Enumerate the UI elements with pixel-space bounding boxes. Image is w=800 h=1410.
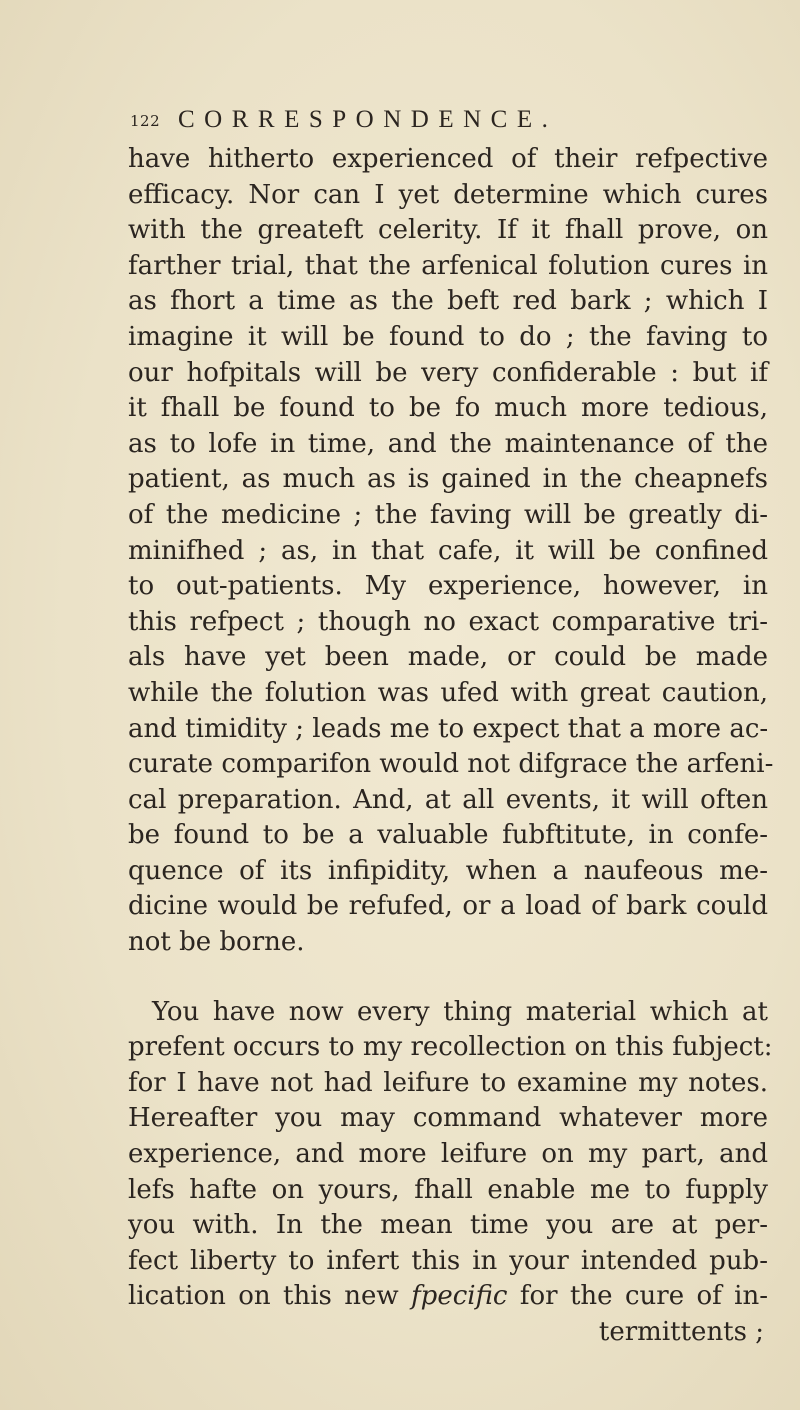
- text-line: it fhall be found to be fo much more tedious,: [128, 393, 768, 424]
- text-line: of the medicine ; the faving will be greatly di-: [128, 499, 768, 530]
- text-line: efficacy. Nor can I yet determine which cures: [128, 179, 768, 210]
- text-line: this refpect ; though no exact comparative tri-: [128, 606, 768, 637]
- paragraph-gap: [128, 961, 768, 995]
- text-line: fect liberty to infert this in your intended pub-: [128, 1245, 768, 1276]
- paragraph-2: [128, 995, 773, 1351]
- text-line: not be borne.: [128, 927, 305, 958]
- text-line: cal preparation. And, at all events, it will often: [128, 784, 768, 815]
- page-number: 122: [130, 112, 161, 130]
- text-line: as fhort a time as the beft red bark ; which I: [128, 286, 768, 317]
- text-line: You have now every thing material which at: [152, 996, 768, 1027]
- text-line: have hitherto experienced of their refpective: [128, 144, 768, 174]
- text-line: be found to be a valuable fubftitute, in confe-: [128, 820, 768, 851]
- text-line: to out-patients. My experience, however, in: [128, 571, 768, 602]
- italic-word: fpecific: [411, 1281, 508, 1312]
- text-line: farther trial, that the arfenical folution cures in: [128, 250, 768, 281]
- text-line: imagine it will be found to do ; the faving to: [128, 321, 768, 352]
- text-line: patient, as much as is gained in the cheapnefs: [128, 464, 768, 495]
- text-line: dicine would be refufed, or a load of bark could: [128, 891, 768, 922]
- text-line: our hofpitals will be very confiderable : but if: [128, 357, 768, 388]
- text-line: while the folution was ufed with great caution,: [128, 677, 768, 708]
- text-line: curate comparifon would not difgrace the arfeni-: [128, 749, 774, 780]
- text-line: [128, 1279, 768, 1315]
- body-text: [128, 142, 774, 1351]
- text-line: for I have not had leifure to examine my notes.: [128, 1067, 768, 1098]
- text-line: experience, and more leifure on my part, and: [128, 1139, 768, 1170]
- page-header: [118, 106, 758, 136]
- text-line: prefent occurs to my recollection on this fubject:: [128, 1032, 773, 1063]
- text-line: and timidity ; leads me to expect that a more ac-: [128, 713, 769, 744]
- text-line: with the greateft celerity. If it fhall prove, on: [128, 215, 768, 246]
- text-segment: for the cure of in-: [507, 1281, 768, 1312]
- text-line: als have yet been made, or could be made: [128, 642, 768, 673]
- text-line: lefs hafte on yours, fhall enable me to fupply: [128, 1174, 768, 1205]
- text-line: Hereafter you may command whatever more: [128, 1103, 768, 1134]
- running-head: CORRESPONDENCE.: [178, 106, 558, 133]
- catchword: termittents ;: [598, 1317, 764, 1347]
- text-line: quence of its infipidity, when a naufeous me-: [128, 855, 768, 886]
- paragraph-1: [128, 142, 774, 961]
- text-segment: lication on this new: [128, 1281, 412, 1312]
- text-line: as to lofe in time, and the maintenance of the: [128, 428, 768, 459]
- text-line: you with. In the mean time you are at per-: [128, 1210, 768, 1241]
- text-line: minifhed ; as, in that cafe, it will be confined: [128, 535, 768, 566]
